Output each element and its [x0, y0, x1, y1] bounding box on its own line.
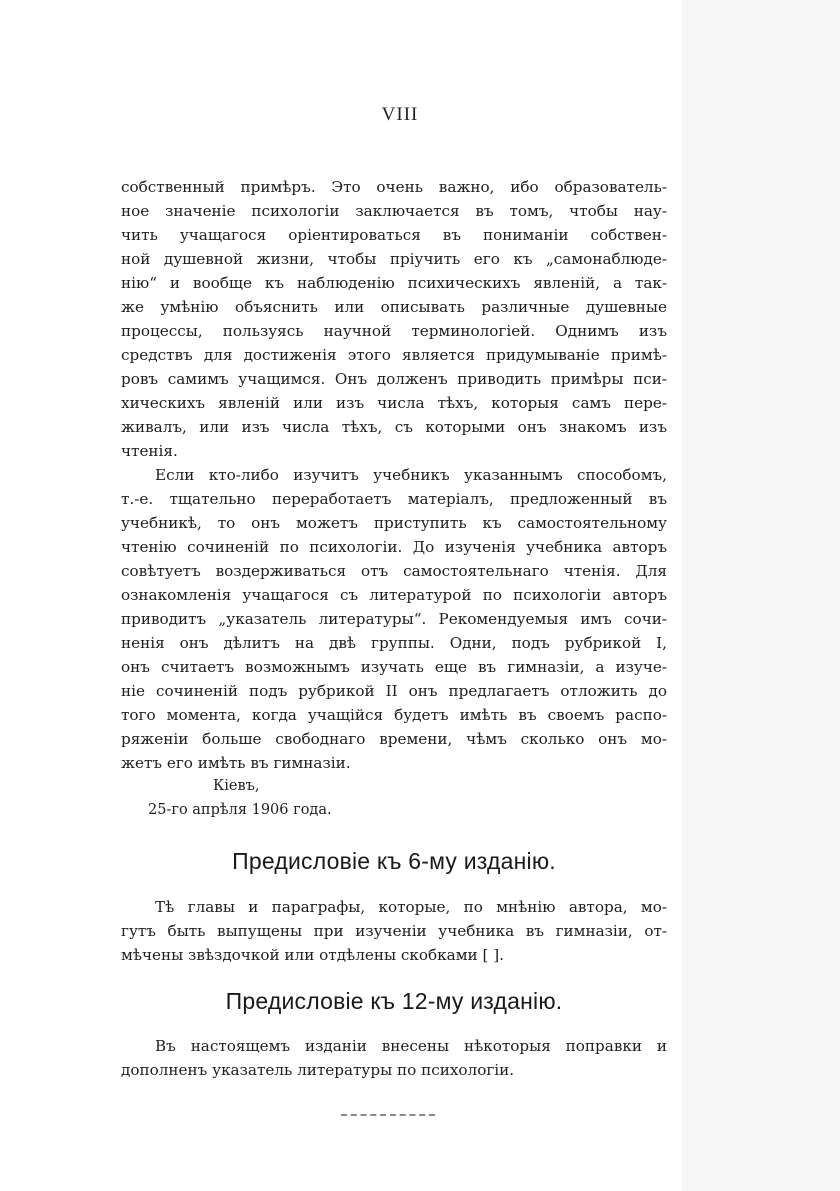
text-line: же умѣнію объяснить или описывать различные душевные	[121, 298, 667, 316]
text-line: Если кто-либо изучитъ учебникъ указаннымъ способомъ,	[155, 466, 667, 484]
text-line: ніе сочиненій подъ рубрикой II онъ предлагаетъ отложить до	[121, 682, 667, 700]
text-line: нію“ и вообще къ наблюденію психическихъ явленій, а так-	[121, 274, 667, 292]
text-line: ненія онъ дѣлитъ на двѣ группы. Одни, подъ рубрикой I,	[121, 634, 667, 652]
text-line: чить учащагося оріентироваться въ пониманіи собствен-	[121, 226, 667, 244]
text-line: ознакомленія учащагося съ литературой по психологіи авторъ	[121, 586, 667, 604]
text-line: хическихъ явленій или изъ числа тѣхъ, которыя самъ пере-	[121, 394, 667, 412]
text-line: чтенія.	[121, 442, 178, 460]
closing-rule	[341, 1114, 435, 1116]
text-line: средствъ для достиженія этого является придумываніе примѣ-	[121, 346, 667, 364]
text-line: ной душевной жизни, чтобы пріучить его къ „самонаблюде-	[121, 250, 667, 268]
text-line: чтенію сочиненій по психологіи. До изученія учебника авторъ	[121, 538, 667, 556]
text-line: ряженіи больше свободнаго времени, чѣмъ сколько онъ мо-	[121, 730, 667, 748]
text-line: жетъ его имѣть въ гимназіи.	[121, 754, 351, 772]
text-line: т.-е. тщательно переработаетъ матеріалъ, предложенный въ	[121, 490, 667, 508]
signature-date: 25-го апрѣля 1906 года.	[148, 802, 332, 818]
text-line: онъ считаетъ возможнымъ изучать еще въ гимназіи, а изуче-	[121, 658, 667, 676]
preface-12-heading: Предисловіе къ 12-му изданію.	[225, 988, 563, 1014]
text-line: живалъ, или изъ числа тѣхъ, съ которыми онъ знакомъ изъ	[121, 418, 667, 436]
text-line: Въ настоящемъ изданіи внесены нѣкоторыя поправки и	[155, 1037, 667, 1055]
text-line: собственный примѣръ. Это очень важно, ибо образователь-	[121, 178, 667, 196]
text-line: совѣтуетъ воздерживаться отъ самостоятельнаго чтенія. Для	[121, 562, 667, 580]
scan-margin	[682, 0, 840, 1191]
text-line: ровъ самимъ учащимся. Онъ долженъ приводить примѣры пси-	[121, 370, 667, 388]
preface-6-heading: Предисловіе къ 6-му изданію.	[232, 848, 556, 874]
text-line: мѣчены звѣздочкой или отдѣлены скобками [ ].	[121, 946, 504, 964]
text-line: приводитъ „указатель литературы“. Рекомендуемыя имъ сочи-	[121, 610, 667, 628]
text-line: гутъ быть выпущены при изученіи учебника въ гимназіи, от-	[121, 922, 667, 940]
page-number: VIII	[381, 104, 419, 125]
text-line: Тѣ главы и параграфы, которые, по мнѣнію автора, мо-	[155, 898, 667, 916]
text-line: ное значеніе психологіи заключается въ томъ, чтобы нау-	[121, 202, 667, 220]
signature-city: Кіевъ,	[213, 778, 260, 794]
text-line: учебникѣ, то онъ можетъ приступить къ самостоятельному	[121, 514, 667, 532]
text-line: дополненъ указатель литературы по психологіи.	[121, 1061, 515, 1079]
text-line: того момента, когда учащійся будетъ имѣть въ своемъ распо-	[121, 706, 667, 724]
text-line: процессы, пользуясь научной терминологіей. Однимъ изъ	[121, 322, 667, 340]
